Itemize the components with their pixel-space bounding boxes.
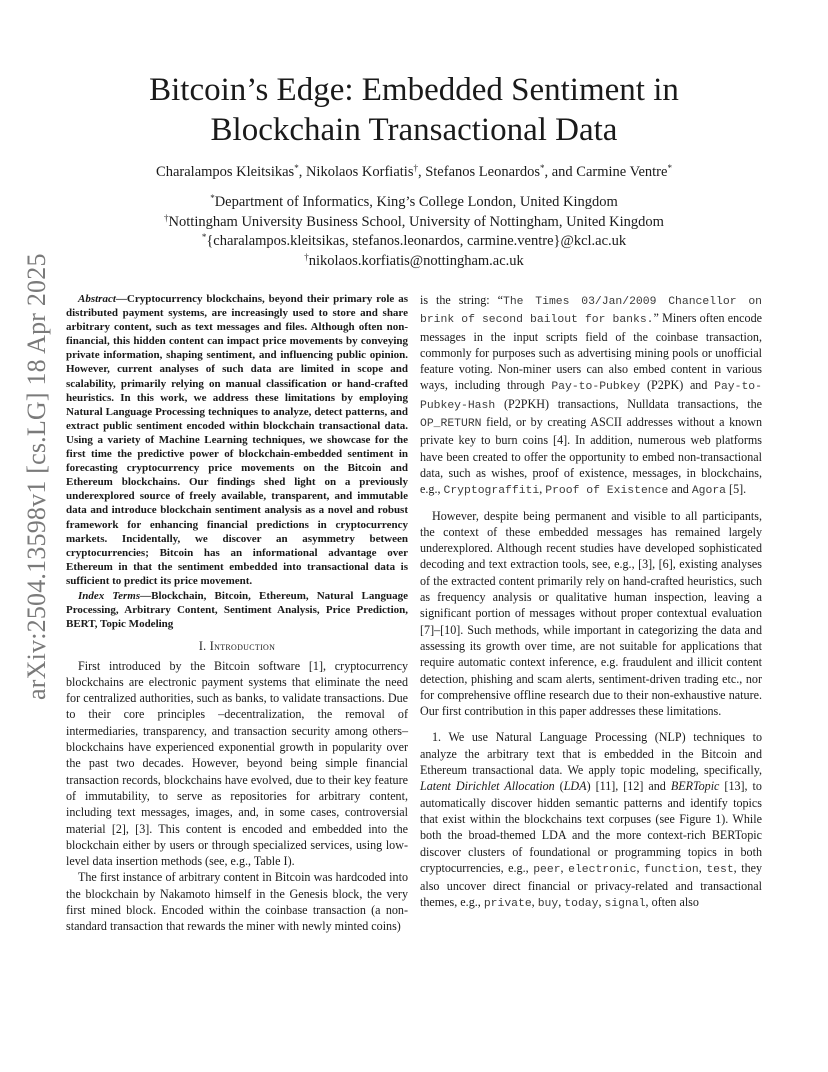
paper-title xyxy=(0,70,828,150)
index-terms-text: —Blockchain, Bitcoin, Ethereum, Natural Language Processing, Arbitrary Content, Sentiment Analysis, Price Prediction, BERT, Topic Modeling xyxy=(66,589,408,631)
text-run: , xyxy=(598,895,605,910)
left-column xyxy=(66,292,408,935)
text-run: , xyxy=(698,860,707,875)
text-run: (P2PK) and xyxy=(640,378,715,393)
text-run: , xyxy=(539,482,546,497)
email-line xyxy=(0,232,828,252)
code-term: Proof of Existence xyxy=(545,485,669,498)
emphasis-term: LDA xyxy=(563,779,587,794)
code-term: buy xyxy=(537,898,559,911)
author-list xyxy=(0,162,828,182)
contribution-paragraph xyxy=(420,729,762,912)
text-run: , xyxy=(636,860,645,875)
affiliations xyxy=(0,193,828,271)
right-paragraph-2: However, despite being permanent and visible to all participants, the context of these embedded messages has remained largely underexplored. Although recent studies have developed sophisticated decoding and text extraction tools, see, e.g., [3], [6], existing analyses of the extracted content primarily rely on hand-crafted heuristics, such as frequency analysis or qualitative human inspection, leaving a significant portion of messages without proper contextual evaluation [7]–[10]. Such methods, while important in categorizing the data and assessing its growth over time, are not suitable for applications that require automatic context inference, e.g. fraudulent and illicit content detection, phishing and scam alerts, sentiment-driven trading etc., nor for comprehensive offline research due to their non-exhaustive nature. Our first contribution in this paper addresses these limitations. xyxy=(420,508,762,719)
code-term: test xyxy=(706,863,734,876)
code-term: Agora xyxy=(691,485,727,498)
emphasis-term: BERTopic xyxy=(670,779,720,794)
author-name: Nikolaos Korfiatis xyxy=(305,164,414,180)
affiliation-mark: * xyxy=(210,193,215,203)
affiliation-mark: † xyxy=(164,212,169,223)
text-run: field, or by creating ASCII addresses without a known private key to burn coins [4]. In addition, numerous web platforms have been created to offer the opportunity to embed non-transactional data, such as wishes, proof of existence, messages, in blockchains, e.g., xyxy=(420,415,762,497)
right-paragraph-1 xyxy=(420,292,762,500)
text-run: , xyxy=(560,860,569,875)
paper-title-line-1: Bitcoin’s Edge: Embedded Sentiment in xyxy=(149,72,679,108)
affiliation-text: Department of Informatics, King’s College London, United Kingdom xyxy=(214,194,618,210)
text-run: [13], to automatically discover hidden semantic patterns and identify topics that exist within the blockchains text corpuses (see Figure 1). While both the broad-themed LDA and the more context-rich BERTopic discover clusters of foundational or programming topics in both cryptocurrencies, e.g., xyxy=(420,779,762,875)
text-run: , they also uncover direct financial or privacy-related and transactional themes, e.g., xyxy=(420,860,763,910)
intro-paragraph-1: First introduced by the Bitcoin software [1], cryptocurrency blockchains are electronic payment systems that eliminate the need for centralized authorities, such as banks, to validate transactions. Due to their core principles –decentralization, the removal of intermediaries, transparency, and transaction security among others– blockchains have experienced exponential growth in popularity over the past two decades. However, beyond being simple financial transaction records, blockchains have evolved, due to their key feature of immutability, to serve as repositories for arbitrary content, including text messages, images, and, in some cases, controversial material [2], [3]. This content is encoded and embedded into the blockchain either by users or through specialized services, using low-level data insertion methods (see, e.g., Table I). xyxy=(66,658,408,869)
author-name: Stefanos Leonardos xyxy=(425,164,540,180)
author-separator: , xyxy=(298,164,306,180)
author-mark: * xyxy=(539,163,545,173)
text-run: [5]. xyxy=(726,482,747,497)
code-term: electronic xyxy=(568,863,637,876)
text-run: , xyxy=(531,895,538,910)
section-heading: I. Introduction xyxy=(198,639,276,654)
text-run: , xyxy=(558,895,565,910)
author-separator: , xyxy=(417,164,426,180)
text-run: , often also xyxy=(645,895,699,910)
paper-title-line-2: Blockchain Transactional Data xyxy=(210,112,618,148)
author-name: Charalampos Kleitsikas xyxy=(156,164,295,180)
email-line xyxy=(0,252,828,272)
author-mark: * xyxy=(667,163,672,173)
code-term: function xyxy=(644,863,699,876)
email-text: nikolaos.korfiatis@nottingham.ac.uk xyxy=(308,252,524,269)
code-term: Pay-to-Pubkey-Hash xyxy=(420,381,762,412)
arxiv-identifier: arXiv:2504.13598v1 [cs.LG] 18 Apr 2025 xyxy=(22,253,51,700)
code-term: today xyxy=(564,898,599,911)
intro-paragraph-2: The first instance of arbitrary content in Bitcoin was hardcoded into the blockchain by Nakamoto himself in the Genesis block, the very first mined block. Encoded within the coinbase transaction (a non-standard transaction that rewards the miner with newly minted coins) xyxy=(66,870,408,934)
code-term: OP_RETURN xyxy=(420,418,482,431)
index-terms xyxy=(66,589,408,631)
author-mark: * xyxy=(294,163,299,173)
code-term: peer xyxy=(533,863,561,876)
abstract xyxy=(66,292,408,588)
affiliation-mark: † xyxy=(304,251,309,262)
affiliation-line xyxy=(0,193,828,213)
text-run: 1. We use Natural Language Processing (NLP) techniques to analyze the arbitrary text that is embedded in the Bitcoin and Ethereum transactional data. We apply topic modeling, specifically, xyxy=(420,730,762,778)
text-run: ) [11], [12] and xyxy=(586,779,671,794)
right-column xyxy=(420,292,762,913)
text-run: and xyxy=(668,482,692,497)
affiliation-line xyxy=(0,213,828,233)
affiliation-mark: * xyxy=(201,232,207,242)
emphasis-term: Latent Dirichlet Allocation xyxy=(420,779,555,794)
code-term: private xyxy=(483,898,532,911)
author-separator: , and xyxy=(544,164,577,180)
genesis-quote: The Times 03/Jan/2009 Chancellor on brink of second bailout for banks. xyxy=(420,296,762,327)
affiliation-text: Nottingham University Business School, University of Nottingham, United Kingdom xyxy=(168,213,664,230)
text-run: is the string: “ xyxy=(420,293,503,307)
code-term: Pay-to-Pubkey xyxy=(551,381,641,394)
text-run: ” Miners often encode messages in the input scripts field of the coinbase transaction, commonly for purposes such as advertising mining pools or unofficial feature voting. Non-miner users can also embed content in various ways, including through xyxy=(420,311,762,393)
abstract-label: Abstract xyxy=(78,293,116,305)
index-terms-label: Index Terms xyxy=(78,589,141,602)
code-term: Cryptograffiti xyxy=(443,485,540,498)
abstract-text: —Cryptocurrency blockchains, beyond their primary role as distributed payment systems, are increasingly used to store and share arbitrary content, such as text messages and files. Although often non-financial, this hidden content can impact price movements by conveying private information, shaping sentiment, and influencing public opinion. However, current analyses of such data are limited in scope and scalability, primarily relying on manual classification or hand-crafted heuristics. In this work, we address these limitations by employing Natural Language Processing techniques to analyze, detect patterns, and extract public sentiment encoded within blockchain transactional data. Using a variety of Machine Learning techniques, we showcase for the first time the predictive power of blockchain-embedded sentiment in forecasting cryptocurrency price movements on the Bitcoin and Ethereum blockchains. Our findings shed light on a previously underexplored source of freely available, transparent, and immutable data and introduce blockchain sentiment analysis as a novel and robust framework for enhancing financial predictions in cryptocurrency markets. Incidentally, we discover an asymmetry between cryptocurrencies; Bitcoin has an informational advantage over Ethereum in that the sentiment embedded into transactional data is sufficient to predict its price movement. xyxy=(66,293,408,587)
email-text: {charalampos.kleitsikas, stefanos.leonardos, carmine.ventre}@kcl.ac.uk xyxy=(206,233,627,249)
code-term: signal xyxy=(604,898,646,911)
author-mark: † xyxy=(413,163,418,173)
author-name: Carmine Ventre xyxy=(576,164,668,180)
text-run: (P2PKH) transactions, Nulldata transactions, the xyxy=(495,396,762,411)
text-run: ( xyxy=(554,779,564,794)
